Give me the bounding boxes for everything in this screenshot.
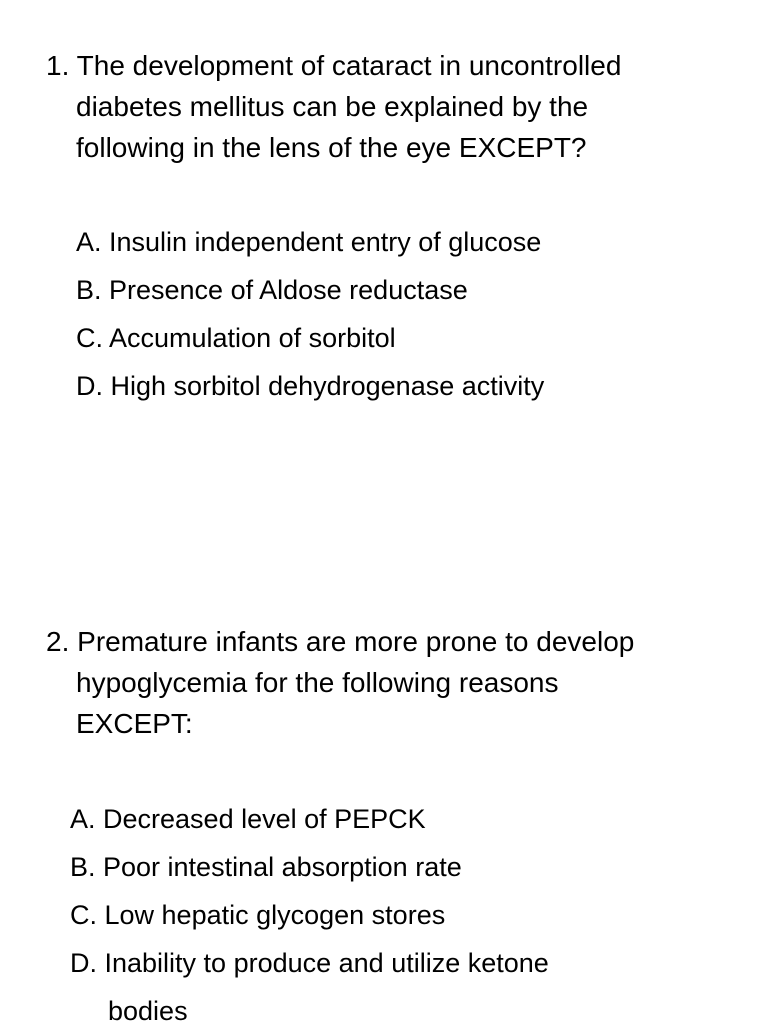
question-1-options (76, 218, 544, 410)
question-1-number: 1. (46, 50, 70, 81)
question-1-option-c[interactable]: C. Accumulation of sorbitol (76, 323, 396, 353)
question-2-option-a[interactable]: A. Decreased level of PEPCK (70, 804, 426, 834)
question-2-option-b[interactable]: B. Poor intestinal absorption rate (70, 852, 462, 882)
question-1-option-d[interactable]: D. High sorbitol dehydrogenase activity (76, 371, 545, 401)
question-2-line-1-text: Premature infants are more prone to develop (77, 626, 635, 657)
question-1-text (46, 45, 746, 168)
question-2-option-c[interactable]: C. Low hepatic glycogen stores (70, 900, 446, 930)
question-2-number: 2. (46, 626, 70, 657)
question-2-line-2: hypoglycemia for the following reasons (76, 667, 559, 698)
question-2-options (70, 795, 549, 1035)
question-1-line-3: following in the lens of the eye EXCEPT? (76, 132, 587, 163)
question-2-line-3: EXCEPT: (76, 708, 193, 739)
question-2-text (46, 621, 746, 744)
question-1-line-1 (46, 45, 746, 86)
question-2-option-d[interactable]: D. Inability to produce and utilize ketone (70, 948, 549, 978)
question-1-line-2: diabetes mellitus can be explained by the (76, 91, 589, 122)
question-2-line-1 (46, 621, 746, 662)
question-1-line-1-text: The development of cataract in uncontrolled (76, 50, 622, 81)
question-2-option-d-continuation: bodies (108, 996, 188, 1026)
question-1-option-a[interactable]: A. Insulin independent entry of glucose (76, 227, 542, 257)
question-1-option-b[interactable]: B. Presence of Aldose reductase (76, 275, 468, 305)
